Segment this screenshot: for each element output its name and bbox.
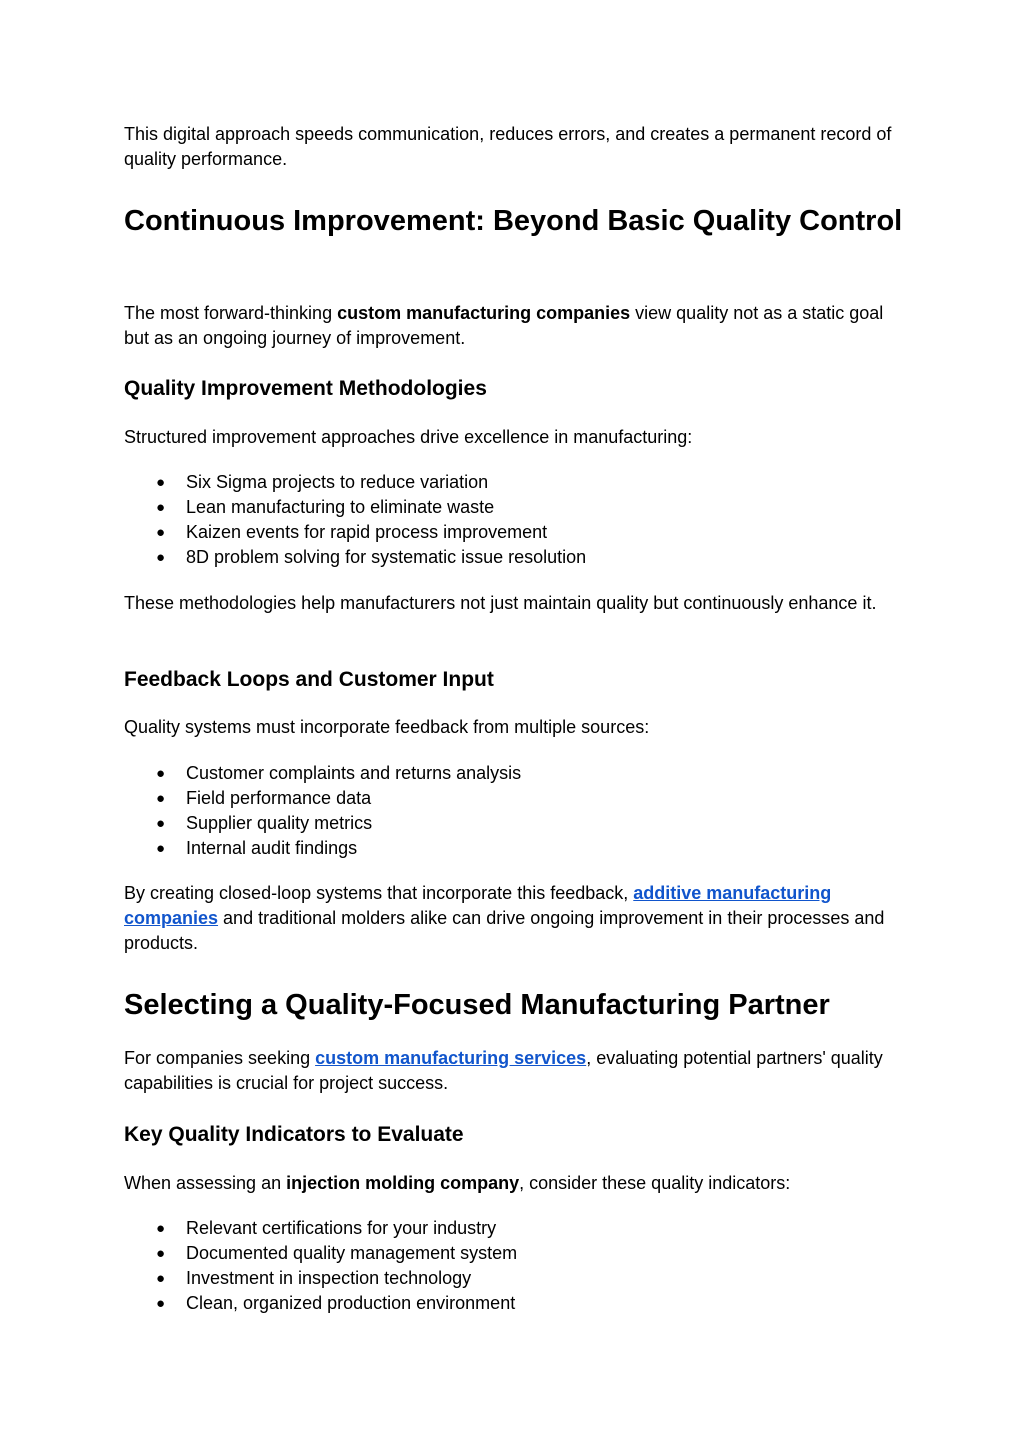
bullet-icon: ● (156, 1245, 166, 1262)
list-item (124, 761, 904, 786)
forward-thinking-text: The most forward-thinking (124, 303, 338, 323)
forward-thinking-text-end: view quality not as a static goal but as an ongoing journey of improvement. (124, 303, 884, 348)
assessing-text: When assessing an (124, 1173, 287, 1193)
list-item-text: Supplier quality metrics (186, 813, 373, 833)
list-item (124, 811, 904, 836)
forward-thinking-paragraph (124, 301, 904, 351)
structured-paragraph: Structured improvement approaches drive excellence in manufacturing: (124, 427, 693, 447)
assessing-text-end: , consider these quality indicators: (519, 1173, 791, 1193)
list-item-text: 8D problem solving for systematic issue resolution (186, 547, 587, 567)
bullet-icon: ● (156, 474, 166, 491)
assessing-bold: injection molding company (286, 1173, 520, 1193)
feedback-intro-paragraph: Quality systems must incorporate feedback from multiple sources: (124, 717, 650, 737)
list-item-text: Documented quality management system (186, 1243, 518, 1263)
list-item (124, 470, 904, 495)
bullet-icon: ● (156, 499, 166, 516)
list-item-text: Kaizen events for rapid process improvement (186, 522, 548, 542)
list-item-text: Internal audit findings (186, 838, 358, 858)
heading-selecting-partner: Selecting a Quality-Focused Manufacturing Partner (124, 989, 830, 1021)
quality-indicators-list (124, 1216, 904, 1316)
assessing-paragraph (124, 1171, 904, 1196)
bullet-icon: ● (156, 815, 166, 832)
methodologies-help-paragraph: These methodologies help manufacturers not just maintain quality but continuously enhance it. (124, 593, 877, 613)
heading-continuous-improvement: Continuous Improvement: Beyond Basic Quality Control (124, 205, 903, 237)
list-item (124, 836, 904, 861)
list-item-text: Six Sigma projects to reduce variation (186, 472, 489, 492)
seeking-text-end: , evaluating potential partners' quality capabilities is crucial for project success. (124, 1048, 883, 1093)
custom-manufacturing-services-link[interactable]: custom manufacturing services (315, 1048, 587, 1068)
additive-manufacturing-link[interactable]: additive manufacturing companies (124, 883, 832, 928)
seeking-paragraph (124, 1046, 904, 1096)
forward-thinking-bold: custom manufacturing companies (337, 303, 631, 323)
closed-loop-text-end: and traditional molders alike can drive ongoing improvement in their processes and products. (124, 908, 885, 953)
list-item (124, 1291, 904, 1316)
list-item-text: Clean, organized production environment (186, 1293, 516, 1313)
closed-loop-paragraph (124, 881, 904, 956)
heading-key-quality-indicators: Key Quality Indicators to Evaluate (124, 1123, 464, 1146)
list-item-text: Relevant certifications for your industry (186, 1218, 497, 1238)
bullet-icon: ● (156, 549, 166, 566)
document-page (124, 0, 904, 1446)
list-item (124, 495, 904, 520)
methodologies-list (124, 470, 904, 570)
list-item-text: Field performance data (186, 788, 372, 808)
list-item (124, 520, 904, 545)
closed-loop-text: By creating closed-loop systems that incorporate this feedback, (124, 883, 634, 903)
list-item-text: Lean manufacturing to eliminate waste (186, 497, 495, 517)
heading-feedback-loops: Feedback Loops and Customer Input (124, 668, 494, 691)
bullet-icon: ● (156, 840, 166, 857)
bullet-icon: ● (156, 790, 166, 807)
intro-paragraph: This digital approach speeds communication, reduces errors, and creates a permanent record of quality performance. (124, 124, 892, 169)
list-item (124, 786, 904, 811)
bullet-icon: ● (156, 1295, 166, 1312)
list-item-text: Customer complaints and returns analysis (186, 763, 522, 783)
feedback-sources-list (124, 761, 904, 861)
list-item (124, 1266, 904, 1291)
heading-quality-improvement-methodologies: Quality Improvement Methodologies (124, 377, 487, 400)
bullet-icon: ● (156, 1270, 166, 1287)
bullet-icon: ● (156, 765, 166, 782)
list-item (124, 545, 904, 570)
bullet-icon: ● (156, 524, 166, 541)
bullet-icon: ● (156, 1220, 166, 1237)
list-item (124, 1216, 904, 1241)
list-item (124, 1241, 904, 1266)
seeking-text: For companies seeking (124, 1048, 316, 1068)
list-item-text: Investment in inspection technology (186, 1268, 472, 1288)
